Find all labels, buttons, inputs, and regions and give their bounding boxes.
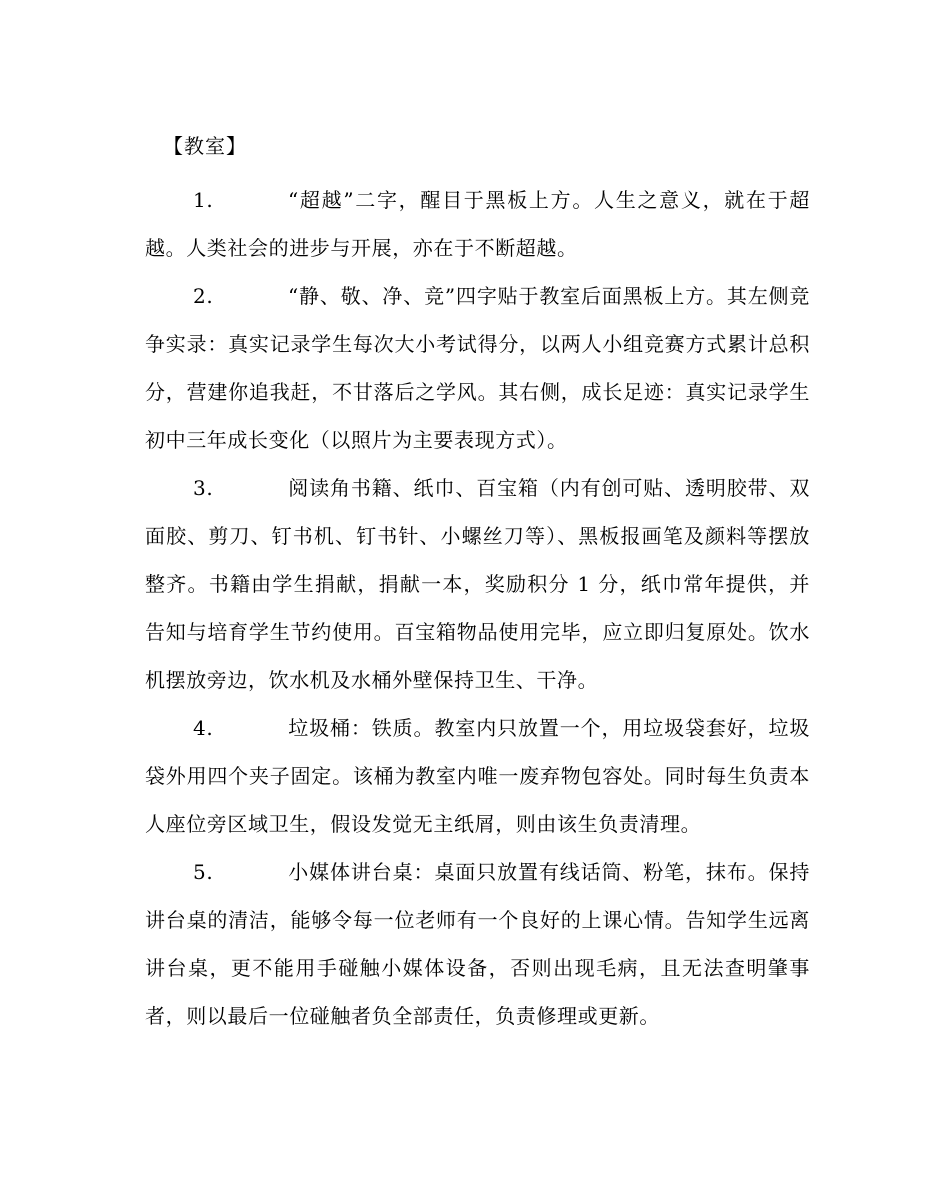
item-text: 阅读角书籍、纸巾、百宝箱（内有创可贴、透明胶带、双面胶、剪刀、钉书机、钉书针、小螺丝刀等）、黑板报画笔及颜料等摆放整齐。书籍由学生捐献，捐献一本，奖励积分 1 分，纸巾常年提供，并告知与培育学生节约使用。百宝箱物品使用完毕，应立即归复原处。饮水机摆放旁边，饮水机及水桶外壁保持卫生、干净。 [145,476,810,692]
list-item [145,848,810,1040]
list-item [145,272,810,464]
item-number: 2. [193,284,214,308]
section-heading: 【教室】 [163,134,247,158]
item-text: “超越”二字，醒目于黑板上方。人生之意义，就在于超越。人类社会的进步与开展，亦在于不断超越。 [145,188,810,260]
list-item [145,464,810,704]
document-body [145,128,810,1040]
item-number: 4. [193,716,214,740]
item-text: 小媒体讲台桌：桌面只放置有线话筒、粉笔，抹布。保持讲台桌的清洁，能够令每一位老师有一个良好的上课心情。告知学生远离讲台桌，更不能用手碰触小媒体设备，否则出现毛病，且无法查明肇事者，则以最后一位碰触者负全部责任，负责修理或更新。 [145,860,810,1028]
item-text: 垃圾桶：铁质。教室内只放置一个，用垃圾袋套好，垃圾袋外用四个夹子固定。该桶为教室内唯一废弃物包容处。同时每生负责本人座位旁区域卫生，假设发觉无主纸屑，则由该生负责清理。 [145,716,810,836]
list-item [145,176,810,272]
item-number: 5. [193,860,214,884]
item-text: “静、敬、净、竞”四字贴于教室后面黑板上方。其左侧竞争实录：真实记录学生每次大小考试得分，以两人小组竞赛方式累计总积分，营建你追我赶，不甘落后之学风。其右侧，成长足迹：真实记录学生初中三年成长变化（以照片为主要表现方式）。 [145,284,810,452]
item-number: 3. [193,476,214,500]
list-item [145,704,810,848]
item-number: 1. [193,188,214,212]
